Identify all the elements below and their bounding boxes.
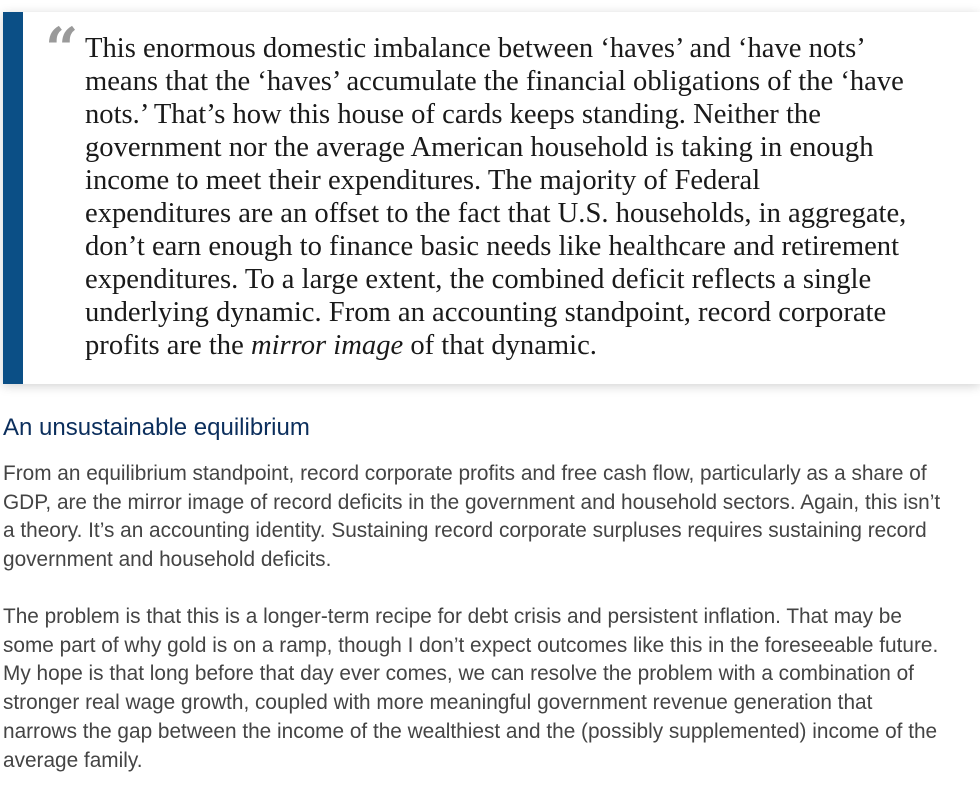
paragraph-line: narrows the gap between the income of the wealthiest and the (possibly supplemented) income of the bbox=[3, 719, 938, 743]
body-paragraph bbox=[3, 460, 940, 575]
paragraph-line: stronger real wage growth, coupled with more meaningful government revenue generation that bbox=[3, 691, 873, 715]
quote-line: expenditures. To a large extent, the combined deficit reflects a single bbox=[85, 264, 872, 295]
quote-accent-bar bbox=[3, 12, 23, 384]
body-paragraph bbox=[3, 603, 938, 775]
paragraph-line: From an equilibrium standpoint, record corporate profits and free cash flow, particularly as a share of bbox=[3, 462, 927, 485]
quote-line: government nor the average American household is taking in enough bbox=[85, 132, 874, 163]
pull-quote bbox=[3, 12, 980, 384]
quote-emphasis: mirror image bbox=[250, 330, 404, 361]
quote-line-last bbox=[85, 329, 975, 362]
quote-text-segment: profits are the bbox=[85, 330, 251, 361]
quote-line: This enormous domestic imbalance between ‘haves’ and ‘have nots’ bbox=[85, 33, 866, 64]
quote-text-segment: of that dynamic. bbox=[403, 330, 597, 361]
quote-line: nots.’ That’s how this house of cards keeps standing. Neither the bbox=[85, 99, 821, 130]
quote-line: income to meet their expenditures. The majority of Federal bbox=[85, 165, 761, 196]
quote-line: means that the ‘haves’ accumulate the financial obligations of the ‘have bbox=[85, 66, 904, 97]
quote-line: underlying dynamic. From an accounting standpoint, record corporate bbox=[85, 297, 887, 328]
quote-line: expenditures are an offset to the fact that U.S. households, in aggregate, bbox=[85, 198, 907, 229]
paragraph-line: GDP, are the mirror image of record deficits in the government and household sectors. Again, this isn’t bbox=[3, 490, 941, 514]
paragraph-line: average family. bbox=[3, 748, 143, 772]
paragraph-line: My hope is that long before that day ever comes, we can resolve the problem with a combination of bbox=[3, 662, 914, 686]
quote-mark-icon: “ bbox=[45, 15, 79, 83]
paragraph-line: a theory. It’s an accounting identity. Sustaining record corporate surpluses requires sustaining record bbox=[3, 519, 927, 543]
section-heading: An unsustainable equilibrium bbox=[3, 414, 310, 441]
paragraph-line: government and household deficits. bbox=[3, 548, 332, 572]
pull-quote-text bbox=[85, 32, 975, 362]
paragraph-line: The problem is that this is a longer-term recipe for debt crisis and persistent inflation. That may be bbox=[3, 605, 902, 628]
quote-line: don’t earn enough to finance basic needs like healthcare and retirement bbox=[85, 231, 900, 262]
paragraph-line: some part of why gold is on a ramp, though I don’t expect outcomes like this in the foreseeable future. bbox=[3, 633, 939, 657]
